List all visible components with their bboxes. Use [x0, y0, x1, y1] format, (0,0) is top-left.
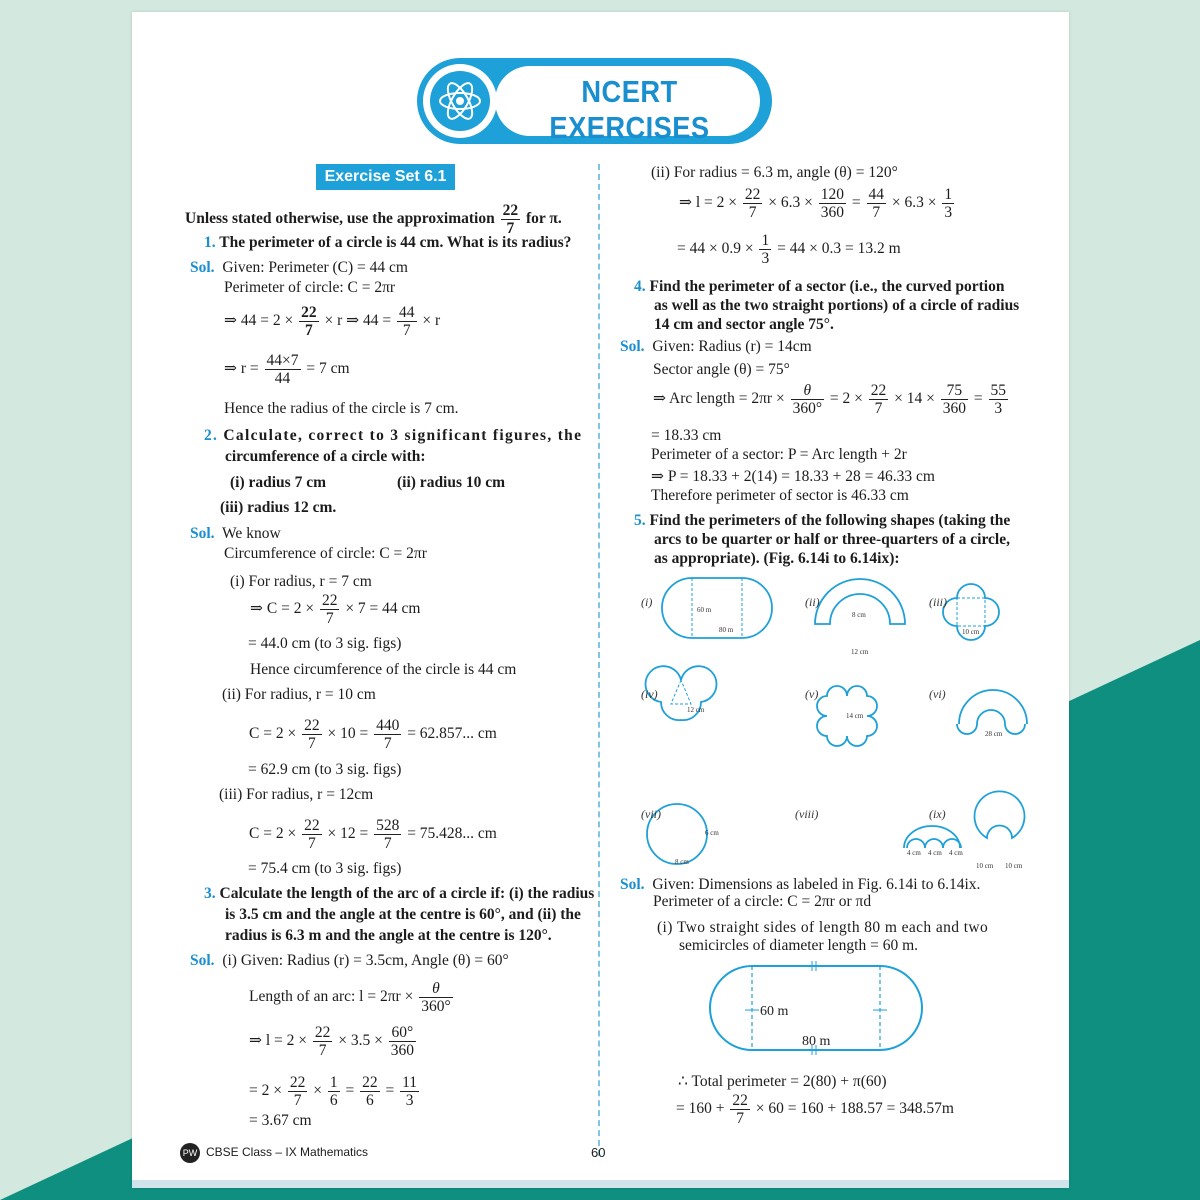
column-divider — [598, 164, 600, 1156]
fig-v-size: 14 cm — [846, 712, 864, 720]
question-2-option-a: (i) radius 7 cm — [230, 474, 327, 491]
solution-4-line-3: ⇒ Arc length = 2πr × $\frac{\theta}{360^\circ}$ = 2 × $\frac{22}{7}$ × 14 × $\frac{75}{360}$ = $\frac{55}{3}$ — [653, 382, 1007, 417]
exercise-set-badge: Exercise Set 6.1 — [316, 164, 455, 190]
fig-i-length: 80 m — [719, 626, 734, 634]
solution-1-line-3: ⇒ 44 = 2 × $\frac{22}{7}$ × r ⇒ 44 = $\frac{44}{7}$ × r — [224, 304, 441, 339]
solution-1-line-2: Perimeter of circle: C = 2πr — [224, 279, 396, 296]
question-5-line-3: as appropriate). (Fig. 6.14i to 6.14ix): — [654, 550, 900, 567]
page-number: 60 — [591, 1145, 606, 1160]
solution-3-line-2: Length of an arc: l = 2πr × $\frac{\theta}{360^\circ}$ — [249, 980, 451, 1015]
fig-label-ix: (ix) — [929, 807, 946, 821]
fig-label-ii: (ii) — [805, 595, 820, 609]
solution-3-part-ii-calc: ⇒ l = 2 × $\frac{22}{7}$ × 6.3 × $\frac{120}{360}$ = $\frac{44}{7}$ × 6.3 × $\frac{1}{3}$ — [679, 186, 953, 221]
question-1: 1. The perimeter of a circle is 44 cm. What is its radius? — [204, 234, 572, 251]
solution-1-line-5: Hence the radius of the circle is 7 cm. — [224, 400, 459, 417]
fig-label-vi: (vi) — [929, 687, 946, 701]
section-header — [417, 58, 772, 144]
solution-4-line-1: Sol. Given: Radius (r) = 14cm — [620, 338, 812, 355]
fig-viii-seg-2: 4 cm — [928, 849, 942, 857]
solution-4-line-2: Sector angle (θ) = 75° — [653, 361, 790, 378]
footer-book-title: CBSE Class – IX Mathematics — [206, 1145, 369, 1159]
fig-vii-base: 8 cm — [675, 858, 689, 866]
solution-3-part-ii-result: = 44 × 0.9 × $\frac{1}{3}$ = 44 × 0.3 = 13.2 m — [677, 232, 901, 267]
question-2-option-c: (iii) radius 12 cm. — [220, 499, 337, 516]
fig-label-viii: (viii) — [795, 807, 819, 821]
question-2-line-2: circumference of a circle with: — [225, 448, 426, 465]
fig-label-iv: (iv) — [641, 687, 658, 701]
question-5-line-1: 5. Find the perimeters of the following shapes (taking the — [634, 512, 1011, 529]
solution-2-part-i-result: = 44.0 cm (to 3 sig. figs) — [248, 635, 402, 652]
solution-5-line-2: Perimeter of a circle: C = 2πr or πd — [653, 893, 872, 910]
solution-2-part-ii-calc: C = 2 × $\frac{22}{7}$ × 10 = $\frac{440}{7}$ = 62.857... cm — [249, 717, 497, 752]
question-4-line-2: as well as the two straight portions) of a circle of radius — [654, 297, 1020, 314]
solution-3-line-1: Sol. (i) Given: Radius (r) = 3.5cm, Angle (θ) = 60° — [190, 952, 509, 969]
solution-2-part-iii-result: = 75.4 cm (to 3 sig. figs) — [248, 860, 402, 877]
fig-ix-seg-1: 10 cm — [976, 862, 994, 870]
question-4-line-3: 14 cm and sector angle 75°. — [654, 316, 834, 333]
figure-stadium-large — [702, 958, 922, 1058]
solution-4-line-7: Therefore perimeter of sector is 46.33 cm — [651, 487, 909, 504]
solution-4-line-6: ⇒ P = 18.33 + 2(14) = 18.33 + 28 = 46.33 cm — [651, 468, 935, 485]
solution-5-line-1: Sol. Given: Dimensions as labeled in Fig. 6.14i to 6.14ix. — [620, 876, 981, 893]
fig-iii-side: 10 cm — [962, 628, 980, 636]
solution-1-line-1: Sol. Given: Perimeter (C) = 44 cm — [190, 259, 408, 276]
question-4-line-1: 4. Find the perimeter of a sector (i.e., the curved portion — [634, 278, 1005, 295]
fig-ii-inner: 8 cm — [852, 611, 866, 619]
question-3-line-1: 3. Calculate the length of the arc of a circle if: (i) the radius — [204, 885, 595, 902]
page-bottom-strip — [132, 1180, 1069, 1188]
fig-vii-height: 6 cm — [705, 829, 719, 837]
fig-iv-side: 12 cm — [687, 706, 705, 714]
fig-ii-outer: 12 cm — [851, 648, 869, 656]
solution-4-line-4: = 18.33 cm — [651, 427, 722, 444]
solution-2-part-ii-result: = 62.9 cm (to 3 sig. figs) — [248, 761, 402, 778]
question-3-line-3: radius is 6.3 m and the angle at the centre is 120°. — [225, 927, 552, 944]
fig-label-iii: (iii) — [929, 595, 947, 609]
atom-icon — [430, 71, 490, 131]
fig-viii-seg-3: 4 cm — [949, 849, 963, 857]
solution-3-line-3: ⇒ l = 2 × $\frac{22}{7}$ × 3.5 × $\frac{60^\circ}{360}$ — [249, 1024, 415, 1059]
solution-3-line-4: = 2 × $\frac{22}{7}$ × $\frac{1}{6}$ = $\frac{22}{6}$ = $\frac{11}{3}$ — [249, 1074, 418, 1109]
solution-4-line-5: Perimeter of a sector: P = Arc length + 2r — [651, 446, 907, 463]
figures-6-14 — [641, 572, 1027, 872]
big-figure-width: 60 m — [760, 1004, 789, 1019]
solution-2-part-ii: (ii) For radius, r = 10 cm — [222, 686, 376, 703]
page-title: NCERT EXERCISES — [549, 74, 710, 145]
fig-i-width: 60 m — [697, 606, 712, 614]
solution-2-part-i: (i) For radius, r = 7 cm — [230, 573, 372, 590]
question-2-line-1: 2. Calculate, correct to 3 significant figures, the — [204, 427, 583, 444]
fig-vi-size: 28 cm — [985, 730, 1003, 738]
fig-label-vii: (vii) — [641, 807, 661, 821]
big-figure-length: 80 m — [802, 1034, 831, 1049]
solution-1-line-4: ⇒ r = $\frac{44\times 7}{44}$ = 7 cm — [224, 352, 350, 387]
fig-label-v: (v) — [805, 687, 819, 701]
fig-ix-seg-2: 10 cm — [1005, 862, 1023, 870]
solution-2-line-2: Circumference of circle: C = 2πr — [224, 545, 427, 562]
solution-5-line-4: semicircles of diameter length = 60 m. — [679, 937, 919, 954]
fig-viii-seg-1: 4 cm — [907, 849, 921, 857]
question-2-option-b: (ii) radius 10 cm — [397, 474, 506, 491]
solution-5-line-3: (i) Two straight sides of length 80 m each and two — [657, 919, 989, 936]
question-5-line-2: arcs to be quarter or half or three-quarters of a circle, — [654, 531, 1010, 548]
solution-3-part-ii: (ii) For radius = 6.3 m, angle (θ) = 120° — [651, 164, 898, 181]
publisher-logo: PW — [180, 1143, 200, 1163]
solution-2-line-1: Sol. We know — [190, 525, 281, 542]
textbook-page — [132, 12, 1069, 1188]
solution-2-part-iii-calc: C = 2 × $\frac{22}{7}$ × 12 = $\frac{528}{7}$ = 75.428... cm — [249, 817, 497, 852]
solution-2-part-i-conclusion: Hence circumference of the circle is 44 cm — [250, 661, 517, 678]
intro-note: Unless stated otherwise, use the approximation $\frac{22}{7}$ for π. — [185, 202, 562, 237]
question-3-line-2: is 3.5 cm and the angle at the centre is 60°, and (ii) the — [225, 906, 581, 923]
fig-label-i: (i) — [641, 595, 653, 609]
solution-2-part-iii: (iii) For radius, r = 12cm — [219, 786, 374, 803]
solution-2-part-i-calc: ⇒ C = 2 × $\frac{22}{7}$ × 7 = 44 cm — [250, 592, 421, 627]
solution-5-line-5: ∴ Total perimeter = 2(80) + π(60) — [678, 1073, 887, 1090]
solution-3-line-5: = 3.67 cm — [249, 1112, 312, 1129]
solution-5-line-6: = 160 + $\frac{22}{7}$ × 60 = 160 + 188.57 = 348.57m — [676, 1092, 954, 1127]
